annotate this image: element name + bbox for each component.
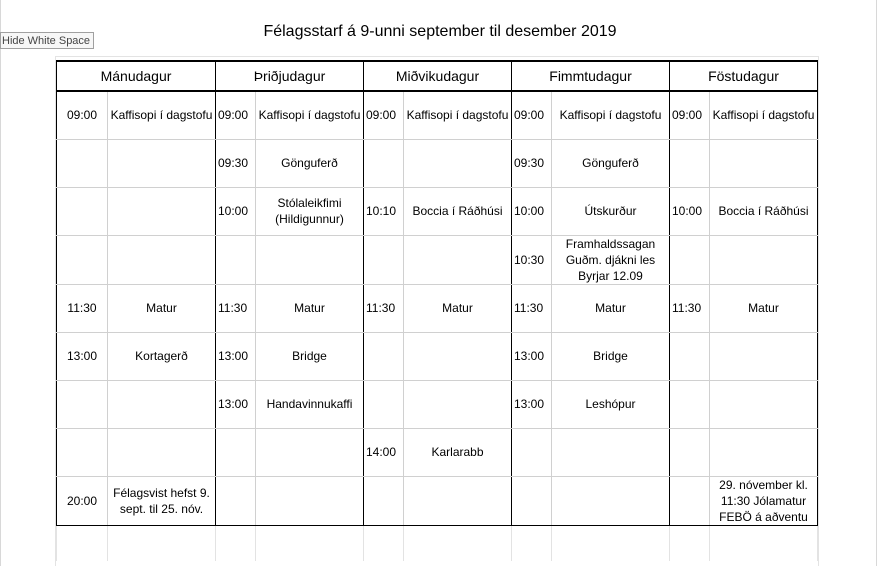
activity-cell <box>256 235 364 284</box>
activity-cell <box>404 380 512 428</box>
time-cell <box>512 428 552 476</box>
activity-cell: Félagsvist hefst 9. sept. til 25. nóv. <box>108 476 216 525</box>
activity-cell <box>404 139 512 187</box>
time-cell: 10:10 <box>364 187 404 235</box>
empty-cell <box>216 525 256 561</box>
activity-cell <box>552 476 670 525</box>
schedule-row <box>57 91 818 139</box>
time-cell: 20:00 <box>57 476 108 525</box>
time-cell: 14:00 <box>364 428 404 476</box>
text-boundary-line <box>55 56 819 57</box>
activity-cell <box>404 235 512 284</box>
time-cell: 11:30 <box>57 284 108 332</box>
time-cell: 09:30 <box>512 139 552 187</box>
activity-cell: Kaffisopi í dagstofu <box>552 91 670 139</box>
activity-cell: Matur <box>108 284 216 332</box>
activity-cell: Matur <box>256 284 364 332</box>
activity-cell: Kaffisopi í dagstofu <box>108 91 216 139</box>
activity-cell: Bridge <box>552 332 670 380</box>
page-edge <box>876 0 877 566</box>
empty-cell <box>364 525 404 561</box>
time-cell: 13:00 <box>216 380 256 428</box>
activity-cell <box>108 187 216 235</box>
hide-white-space-tooltip[interactable]: Hide White Space <box>0 32 94 49</box>
activity-cell: Gönguferð <box>256 139 364 187</box>
activity-cell: Matur <box>710 284 818 332</box>
time-cell <box>364 476 404 525</box>
time-cell <box>57 380 108 428</box>
activity-cell: 29. nóvember kl. 11:30 Jólamatur FEBÖ á aðventu <box>710 476 818 525</box>
empty-cell <box>57 525 108 561</box>
time-cell <box>512 476 552 525</box>
activity-cell: Leshópur <box>552 380 670 428</box>
activity-cell <box>108 139 216 187</box>
time-cell <box>57 235 108 284</box>
schedule-row <box>57 284 818 332</box>
time-cell <box>57 187 108 235</box>
schedule-row <box>57 380 818 428</box>
activity-cell <box>108 428 216 476</box>
time-cell: 09:00 <box>57 91 108 139</box>
activity-cell: Kaffisopi í dagstofu <box>710 91 818 139</box>
time-cell <box>670 428 710 476</box>
day-header: Fimmtudagur <box>512 61 670 91</box>
time-cell <box>670 476 710 525</box>
time-cell: 13:00 <box>512 332 552 380</box>
day-header: Miðvikudagur <box>364 61 512 91</box>
time-cell <box>670 380 710 428</box>
activity-cell <box>710 139 818 187</box>
activity-cell <box>710 235 818 284</box>
schedule-row <box>57 235 818 284</box>
time-cell: 11:30 <box>216 284 256 332</box>
activity-cell: Matur <box>552 284 670 332</box>
schedule-row <box>57 187 818 235</box>
day-header: Mánudagur <box>57 61 216 91</box>
activity-cell: Kaffisopi í dagstofu <box>404 91 512 139</box>
time-cell: 10:00 <box>216 187 256 235</box>
empty-cell <box>256 525 364 561</box>
activity-cell: Gönguferð <box>552 139 670 187</box>
activity-cell: Kaffisopi í dagstofu <box>256 91 364 139</box>
activity-cell: Boccia í Ráðhúsi <box>710 187 818 235</box>
schedule-row <box>57 139 818 187</box>
time-cell: 09:00 <box>216 91 256 139</box>
header-row <box>57 61 818 91</box>
activity-cell <box>256 428 364 476</box>
time-cell: 13:00 <box>57 332 108 380</box>
activity-cell: Boccia í Ráðhúsi <box>404 187 512 235</box>
schedule-row <box>57 476 818 525</box>
day-header: Föstudagur <box>670 61 818 91</box>
time-cell: 10:00 <box>512 187 552 235</box>
time-cell: 11:30 <box>364 284 404 332</box>
activity-cell <box>710 380 818 428</box>
empty-cell <box>512 525 552 561</box>
activity-cell <box>108 235 216 284</box>
activity-cell: Framhaldssagan Guðm. djákni les Byrjar 12.09 <box>552 235 670 284</box>
empty-cell <box>670 525 710 561</box>
time-cell <box>216 235 256 284</box>
time-cell <box>364 332 404 380</box>
activity-cell <box>108 380 216 428</box>
activity-cell <box>710 428 818 476</box>
time-cell: 09:30 <box>216 139 256 187</box>
activity-cell <box>256 476 364 525</box>
activity-cell: Stólaleikfimi (Hildigunnur) <box>256 187 364 235</box>
activity-cell: Handavinnukaffi <box>256 380 364 428</box>
time-cell <box>216 428 256 476</box>
activity-cell <box>710 332 818 380</box>
activity-cell <box>404 476 512 525</box>
day-header: Þriðjudagur <box>216 61 364 91</box>
time-cell: 11:30 <box>670 284 710 332</box>
time-cell <box>216 476 256 525</box>
time-cell <box>364 380 404 428</box>
activity-cell <box>404 332 512 380</box>
time-cell: 09:00 <box>364 91 404 139</box>
page-edge <box>0 0 1 566</box>
page-title: Félagsstarf á 9-unni september til desember 2019 <box>263 23 617 40</box>
time-cell: 13:00 <box>512 380 552 428</box>
time-cell <box>670 235 710 284</box>
empty-row <box>57 525 818 561</box>
activity-cell: Karlarabb <box>404 428 512 476</box>
time-cell <box>57 139 108 187</box>
time-cell: 10:30 <box>512 235 552 284</box>
time-cell: 11:30 <box>512 284 552 332</box>
time-cell: 09:00 <box>512 91 552 139</box>
schedule-row <box>57 428 818 476</box>
time-cell <box>57 428 108 476</box>
text-boundary-line <box>818 56 819 566</box>
activity-cell: Bridge <box>256 332 364 380</box>
time-cell: 10:00 <box>670 187 710 235</box>
activity-cell: Útskurður <box>552 187 670 235</box>
schedule-row <box>57 332 818 380</box>
empty-cell <box>552 525 670 561</box>
activity-cell: Matur <box>404 284 512 332</box>
activity-cell <box>552 428 670 476</box>
empty-cell <box>404 525 512 561</box>
time-cell: 09:00 <box>670 91 710 139</box>
time-cell <box>670 332 710 380</box>
activity-cell: Kortagerð <box>108 332 216 380</box>
time-cell <box>670 139 710 187</box>
time-cell: 13:00 <box>216 332 256 380</box>
empty-cell <box>108 525 216 561</box>
time-cell <box>364 139 404 187</box>
time-cell <box>364 235 404 284</box>
schedule-table <box>56 60 818 561</box>
empty-cell <box>710 525 818 561</box>
